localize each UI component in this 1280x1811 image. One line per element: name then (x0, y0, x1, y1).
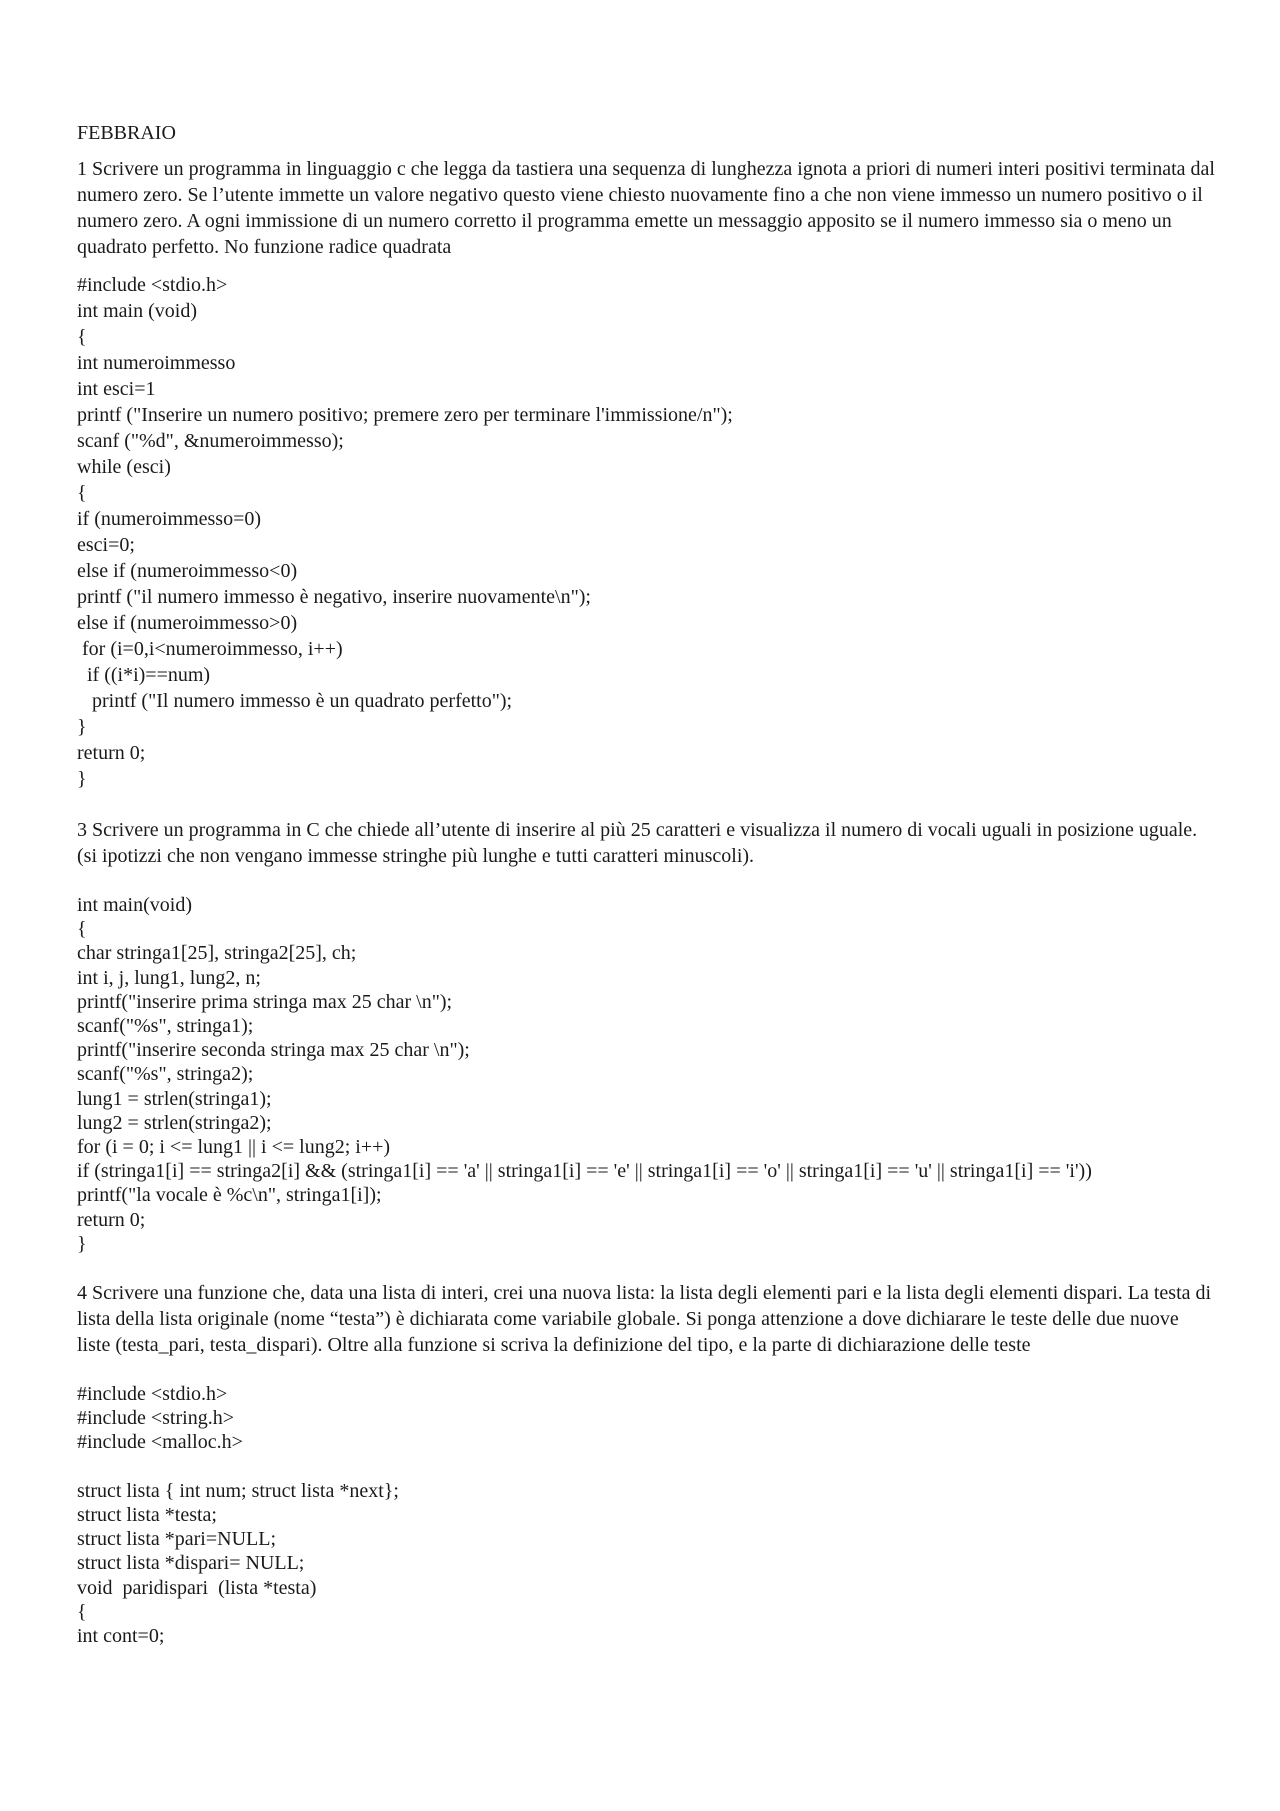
code-line: while (esci) (77, 456, 171, 478)
exercise-1-code (77, 272, 1217, 792)
code-line: printf ("Il numero immesso è un quadrato perfetto"); (77, 690, 513, 712)
code-line: return 0; (77, 742, 146, 764)
code-line: printf ("Inserire un numero positivo; premere zero per terminare l'immissione/n"); (77, 404, 733, 426)
code-line: struct lista *testa; (77, 1504, 217, 1527)
code-line: #include <string.h> (77, 1407, 234, 1430)
code-line: printf("la vocale è %c\n", stringa1[i]); (77, 1184, 382, 1207)
code-line: scanf("%s", stringa1); (77, 1015, 254, 1038)
code-line: } (77, 1232, 87, 1255)
code-line: #include <stdio.h> (77, 274, 228, 296)
code-line: else if (numeroimmesso<0) (77, 560, 298, 582)
code-line: int cont=0; (77, 1625, 165, 1648)
code-line: if (numeroimmesso=0) (77, 508, 262, 530)
exercise-1-text: 1 Scrivere un programma in linguaggio c che legga da tastiera una sequenza di lunghezza ignota a priori di numeri interi positivi terminata dal numero zero. Se l’utente immette un valore negativo questo viene chiesto nuovamente fino a che non viene immesso un numero positivo o il numero zero. A ogni immissione di un numero corretto il programma emette un messaggio apposito se il numero immesso sia o meno un quadrato perfetto. No funzione radice quadrata (77, 158, 1215, 258)
exercise-3-code (77, 893, 1217, 1256)
code-line: #include <malloc.h> (77, 1431, 243, 1454)
code-line: #include <stdio.h> (77, 1383, 228, 1406)
document-page (77, 120, 1217, 1648)
code-line: lung2 = strlen(stringa2); (77, 1111, 272, 1134)
code-line: int i, j, lung1, lung2, n; (77, 966, 261, 989)
code-line: int main (void) (77, 300, 197, 322)
code-line: if ((i*i)==num) (77, 664, 211, 686)
code-line: return 0; (77, 1208, 146, 1231)
code-line: struct lista { int num; struct lista *next}; (77, 1479, 399, 1502)
code-line: { (77, 326, 87, 348)
code-line: int numeroimmesso (77, 352, 236, 374)
code-line: if (stringa1[i] == stringa2[i] && (stringa1[i] == 'a' || stringa1[i] == 'e' || stringa1[i] == 'o' || stringa1[i] == 'u' || stringa1[i] == 'i')) (77, 1160, 1092, 1183)
code-line: scanf ("%d", &numeroimmesso); (77, 430, 344, 452)
code-line: else if (numeroimmesso>0) (77, 612, 298, 634)
code-line (77, 1455, 1217, 1479)
code-line: char stringa1[25], stringa2[25], ch; (77, 942, 357, 965)
code-line: lung1 = strlen(stringa1); (77, 1087, 272, 1110)
code-line: for (i=0,i<numeroimmesso, i++) (77, 638, 343, 660)
code-line: struct lista *pari=NULL; (77, 1528, 277, 1551)
exercise-3-text: 3 Scrivere un programma in C che chiede all’utente di inserire al più 25 caratteri e visualizza il numero di vocali uguali in posizione uguale. (si ipotizzi che non vengano immesse stringhe più lunghe e tutti caratteri minuscoli). (77, 819, 1198, 867)
code-line: } (77, 768, 87, 790)
code-line: for (i = 0; i <= lung1 || i <= lung2; i++) (77, 1136, 391, 1159)
code-line: scanf("%s", stringa2); (77, 1063, 254, 1086)
code-line: { (77, 918, 87, 941)
code-line: void paridispari (lista *testa) (77, 1576, 317, 1599)
code-line: struct lista *dispari= NULL; (77, 1552, 305, 1575)
exercise-4-code (77, 1382, 1217, 1648)
page-title: FEBBRAIO (77, 122, 176, 144)
code-line: { (77, 1600, 87, 1623)
code-line: int main(void) (77, 894, 192, 916)
code-line: esci=0; (77, 534, 135, 556)
exercise-4-text: 4 Scrivere una funzione che, data una lista di interi, crei una nuova lista: la lista degli elementi pari e la lista degli elementi dispari. La testa di lista della lista originale (nome “testa”) è dichiarata come variabile globale. Si ponga attenzione a dove dichiarare le teste delle due nuove liste (testa_pari, testa_dispari). Oltre alla funzione si scriva la definizione del tipo, e la parte di dichiarazione delle teste (77, 1282, 1212, 1357)
code-line: } (77, 716, 87, 738)
code-line: { (77, 482, 87, 504)
code-line: printf("inserire seconda stringa max 25 char \n"); (77, 1039, 470, 1062)
code-line: int esci=1 (77, 378, 156, 400)
code-line: printf("inserire prima stringa max 25 char \n"); (77, 990, 453, 1013)
code-line: printf ("il numero immesso è negativo, inserire nuovamente\n"); (77, 586, 591, 608)
